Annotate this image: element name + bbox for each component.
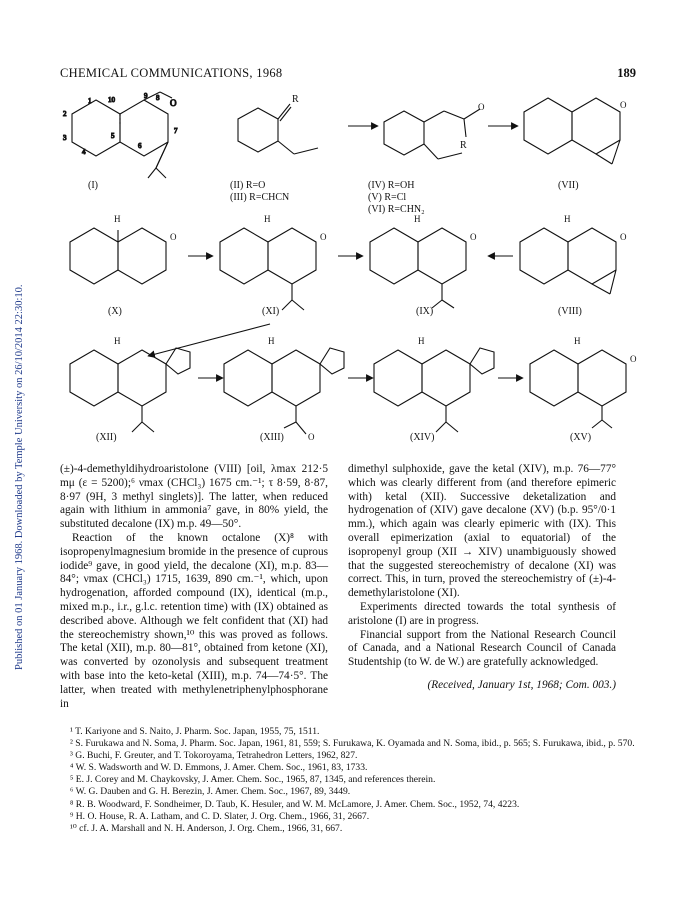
footnote: ⁶ W. G. Dauben and G. H. Berezin, J. Amer. Chem. Soc., 1967, 89, 3449. [70,786,351,798]
footnote: ⁹ H. O. House, R. A. Latham, and C. D. Slater, J. Org. Chem., 1966, 31, 2667. [70,810,370,822]
atom-number-1: 1 [88,97,92,105]
footnote: ³ G. Buchi, F. Greuter, and T. Tokoroyama, Tetrahedron Letters, 1962, 827. [70,750,358,762]
hydrogen-label-XI: H [264,214,271,224]
structure-XI [220,228,316,310]
structure-VII [524,98,620,164]
paragraph: dimethyl sulphoxide, gave the ketal (XIV), m.p. 76—77° which was clearly different from (and therefore epimeric with) ketal (XII). Successive deketalization and hydrogenation of (XIV) gave decalone (XV) (b.p. 95°/0·1 mm.), which again was clearly epimeric with (IX). This overall epimerization (axial to equatorial) of the isopropenyl group (XII → XIV) unambiguously showed that the suggested stereochemistry of decalone (XI) was correct. This, in turn, proved the stereochemistry of (±)-4-demethylaristolone (XI). [348,463,616,600]
structure-IV [384,109,480,159]
atom-number-4: 4 [82,148,86,156]
text-column-right [348,463,616,693]
paragraph: Experiments directed towards the total synthesis of aristolone (I) are in progress. [348,600,616,627]
download-note: Published on 01 January 1968. Downloaded by Temple University on 26/10/2014 22:30:10. [14,284,25,670]
footnote: ⁴ W. S. Wadsworth and W. D. Emmons, J. Amer. Chem. Soc., 1961, 83, 1733. [70,762,368,774]
structure-VIII [520,228,616,294]
atom-number-8: 8 [156,94,160,102]
footnote: ² S. Furukawa and N. Soma, J. Pharm. Soc. Japan, 1961, 81, 559; S. Furukawa, K. Oyamada and N. Soma, ibid., p. 565; S. Furukawa, ibid., p. 570. [70,738,635,750]
footnote: ¹⁰ cf. J. A. Marshall and N. H. Anderson, J. Org. Chem., 1966, 31, 667. [70,822,343,834]
hydrogen-label-IX: H [414,214,421,224]
label-I: (I) [88,180,98,191]
received-date: (Received, January 1st, 1968; Com. 003.) [427,678,616,691]
oxygen-label-I: O [170,98,177,108]
label-IV: (IV) R=OH [368,180,415,191]
page-number: 189 [617,66,636,80]
oxygen-label-X: O [170,232,177,242]
structure-IX [370,228,466,308]
label-IX: (IX) [416,306,434,317]
label-XIV: (XIV) [410,432,435,443]
atom-number-5: 5 [111,132,115,140]
text-column-left [60,463,328,711]
label-VIII: (VIII) [558,306,582,317]
footnotes [60,726,636,835]
structure-II [238,104,318,154]
atom-number-2: 2 [63,110,67,118]
atom-number-7: 7 [174,127,178,135]
label-XI: (XI) [262,306,280,317]
atom-number-9: 9 [144,92,148,100]
structure-XV [530,350,626,428]
paragraph: (±)-4-demethyldihydroaristolone (VIII) [oil, λmax 212·5 mμ (ε = 5200);⁶ νmax (CHCl₃) 1675 cm.⁻¹; τ 8·59, 8·87, 8·97 (9H, 3 methyl singlets)]. The latter, when reduced again with lithium in ammonia⁷ gave, in 80% yield, the substituted decalone (IX) m.p. 49—50°. [60,463,328,531]
hydrogen-label-VIII: H [564,214,571,224]
paragraph: Financial support from the National Research Council of Canada, and a National Research Council of Canada Studentship (to W. de W.) are gratefully acknowledged. [348,628,616,669]
substituent-R-IV: R [460,140,467,151]
footnote: ⁸ R. B. Woodward, F. Sondheimer, D. Taub, K. Hesuler, and W. M. McLamore, J. Amer. Chem. Soc., 1952, 74, 4223. [70,798,520,810]
page-header [60,66,636,84]
hydrogen-label-XV: H [574,336,581,346]
atom-number-6: 6 [138,142,142,150]
label-III: (III) R=CHCN [230,192,290,203]
journal-title: CHEMICAL COMMUNICATIONS, 1968 [60,66,283,80]
download-watermark [2,150,25,670]
label-XII: (XII) [96,432,117,443]
oxygen-label-VIII: O [620,232,627,242]
oxygen-label-XI: O [320,232,327,242]
label-XIII: (XIII) [260,432,284,443]
oxygen-label-VII: O [620,100,627,110]
oxygen-label-XIII: O [308,432,315,442]
structure-X [70,228,166,284]
label-VI: (VI) R=CHN₂ [368,204,425,215]
structure-XIV [374,348,494,432]
structure-XII [70,348,190,432]
label-VII: (VII) [558,180,579,191]
hydrogen-label-XIV: H [418,336,425,346]
reaction-scheme [58,88,638,448]
oxygen-label-IV: O [478,102,485,112]
oxygen-label-IX: O [470,232,477,242]
footnote: ¹ T. Kariyone and S. Naito, J. Pharm. Soc. Japan, 1955, 75, 1511. [70,726,320,737]
hydrogen-label-X: H [114,214,121,224]
hydrogen-label-XIII: H [268,336,275,346]
atom-number-10: 10 [108,96,115,104]
structure-XIII [224,348,344,434]
label-X: (X) [108,306,122,317]
substituent-R-II: R [292,94,299,105]
label-XV: (XV) [570,432,592,443]
structure-I [72,92,172,178]
atom-number-3: 3 [63,134,67,142]
label-II: (II) R=O [230,180,266,191]
label-V: (V) R=Cl [368,192,407,203]
oxygen-label-XV: O [630,354,637,364]
paragraph: Reaction of the known octalone (X)⁸ with isopropenylmagnesium bromide in the presence of cuprous iodide⁹ gave, in good yield, the decalone (XI), m.p. 83—84°; νmax (CHCl₃) 1715, 1639, 890 cm.⁻¹, which, upon hydrogenation, afforded compound (IX), identical (m.p., mixed m.p., i.r., g.l.c. retention time) with (IX) obtained as described above. Although we felt confident that (XI) had the stereochemistry shown,¹⁰ this was proved as follows. The ketal (XII), m.p. 80—81°, obtained from ketone (XI), was converted by ozonolysis and subsequent treatment with base into the keto-ketal (XIII), m.p. 74—74·5°. The latter, when treated with methylenetriphenylphosphorane in [60,531,328,710]
footnote: ⁵ E. J. Corey and M. Chaykovsky, J. Amer. Chem. Soc., 1965, 87, 1345, and references therein. [70,774,436,786]
hydrogen-label-XII: H [114,336,121,346]
